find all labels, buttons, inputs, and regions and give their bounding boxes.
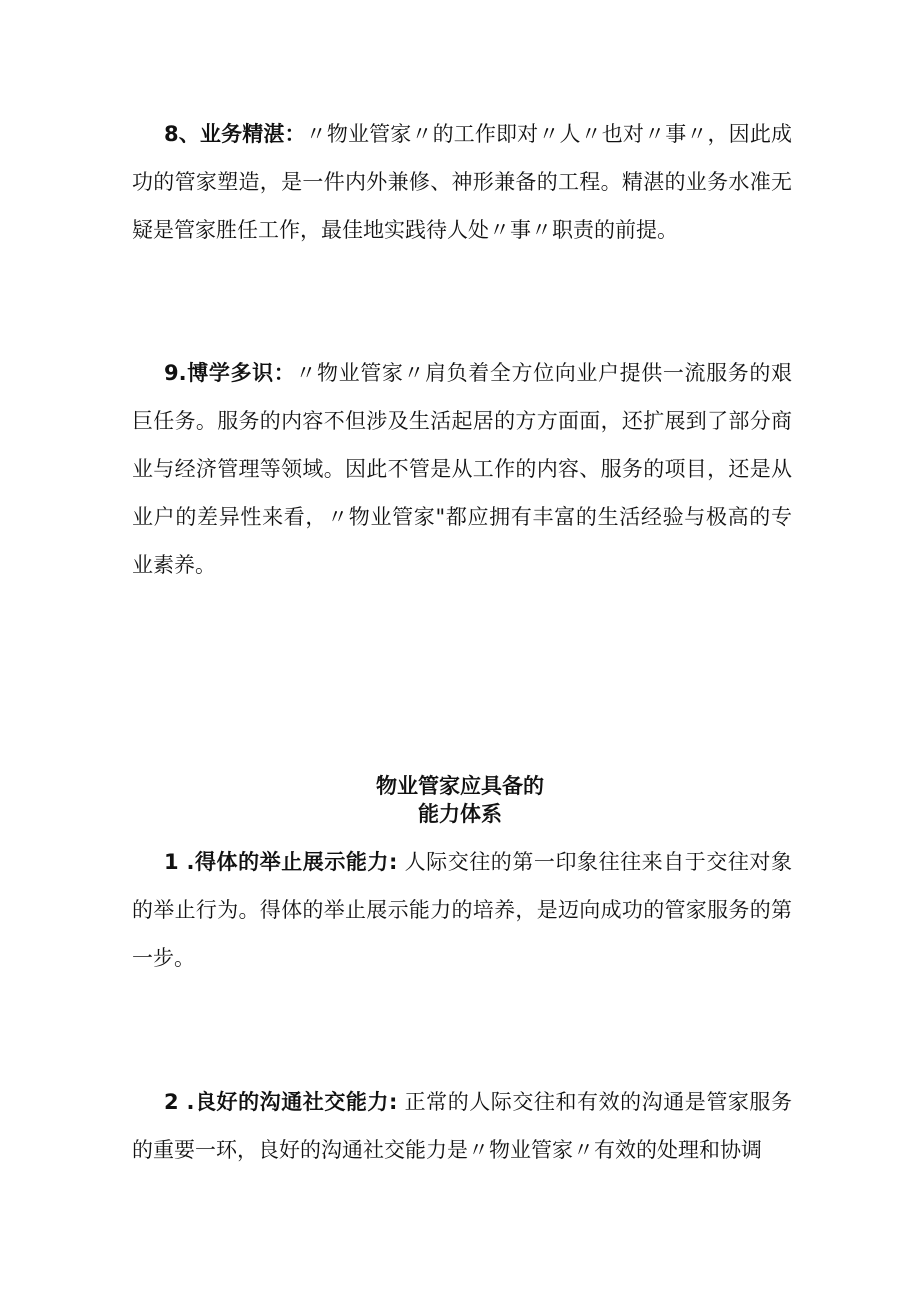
paragraph-item-9	[132, 349, 792, 589]
ability-1-text: 人际交往的第一印象往往来自于交往对象的举止行为。得体的举止展示能力的培养，是迈向成功的管家服务的第一步。	[132, 850, 792, 970]
ability-2-heading: 2 .良好的沟通社交能力:	[164, 1090, 398, 1114]
item-8-heading: 8、业务精湛：	[164, 122, 306, 146]
item-9-heading: 9.博学多识：	[164, 361, 296, 385]
section-title	[0, 772, 920, 828]
paragraph-item-8	[132, 110, 792, 254]
ability-1-heading: 1 .得体的举止展示能力:	[164, 850, 398, 874]
section-title-line-2: 能力体系	[418, 802, 502, 826]
paragraph-ability-2	[132, 1078, 792, 1174]
item-8-text: 〃物业管家〃的工作即对〃人〃也对〃事〃，因此成功的管家塑造，是一件内外兼修、神形兼备的工程。精湛的业务水准无疑是管家胜任工作，最佳地实践待人处〃事〃职责的前提。	[132, 122, 792, 242]
item-9-text: 〃物业管家〃肩负着全方位向业户提供一流服务的艰巨任务。服务的内容不但涉及生活起居的方方面面，还扩展到了部分商业与经济管理等领域。因此不管是从工作的内容、服务的项目，还是从业户的差异性来看，〃物业管家"都应拥有丰富的生活经验与极高的专业素养。	[132, 361, 793, 577]
paragraph-ability-1	[132, 838, 792, 982]
ability-2-text: 正常的人际交往和有效的沟通是管家服务的重要一环，良好的沟通社交能力是〃物业管家〃有效的处理和协调	[132, 1090, 792, 1162]
section-title-line-1: 物业管家应具备的	[376, 774, 544, 798]
